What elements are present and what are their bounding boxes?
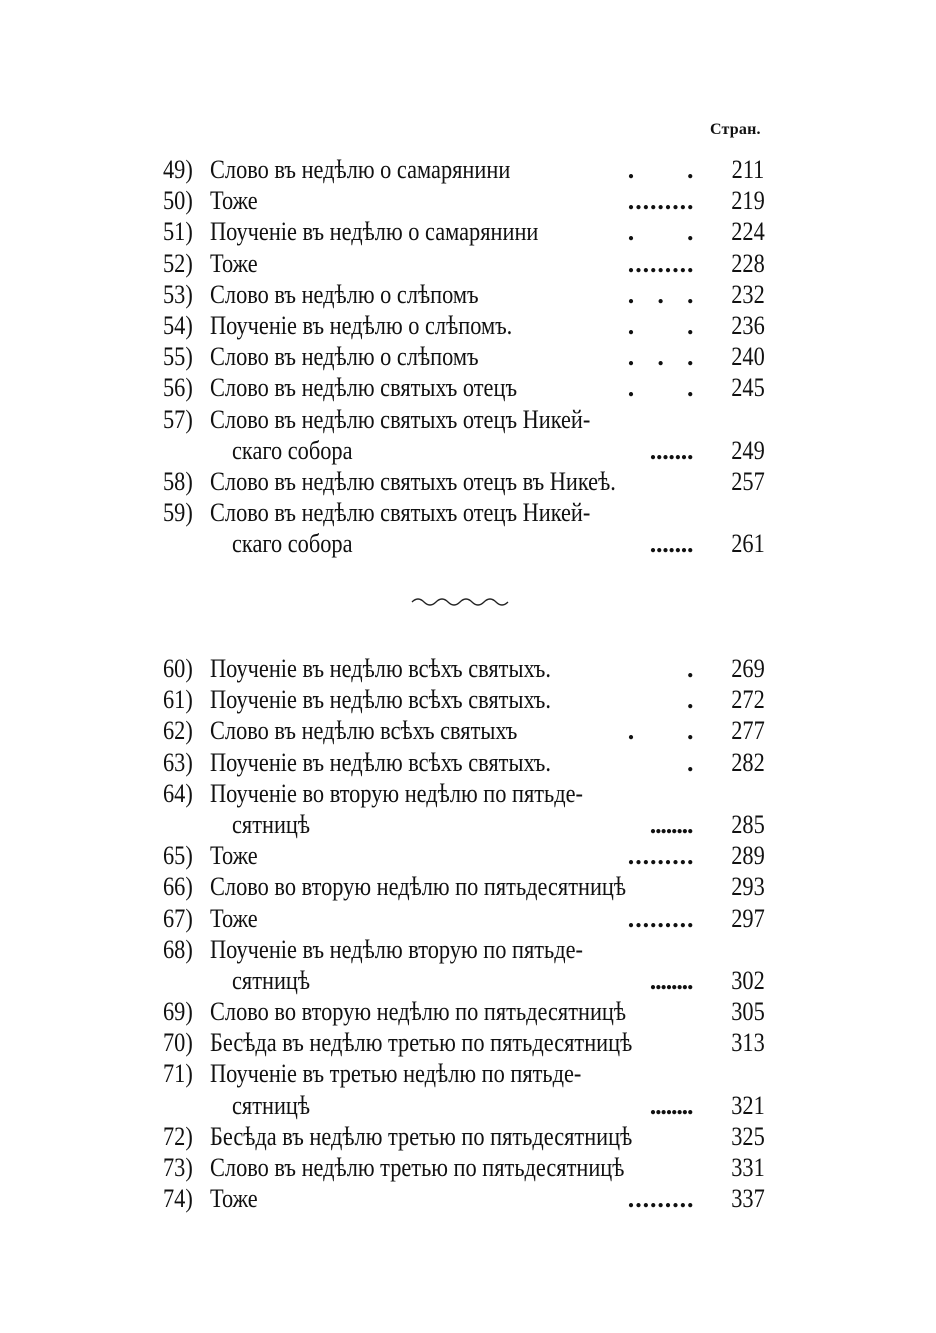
leader-dot: . (627, 373, 635, 403)
entry-number: 51) (163, 217, 193, 247)
entry-page-number: 257 (731, 466, 765, 496)
toc-entry (0, 341, 936, 372)
ornamental-divider (410, 592, 514, 612)
leader-dot: . (657, 342, 664, 372)
leader-dot: . (687, 654, 694, 683)
leader-dot: . (681, 965, 689, 995)
leader-dot: . (676, 965, 683, 995)
entry-number: 72) (163, 1121, 193, 1151)
entry-page-number: 272 (731, 685, 765, 715)
leader-dot: . (657, 1184, 664, 1214)
entry-title: Бесѣда въ недѣлю третью по пятьдесятницѣ (210, 1028, 633, 1058)
entry-title: Слово въ недѣлю святыхъ отецъ Никей- (210, 498, 591, 528)
leader-dot: . (674, 435, 682, 465)
leader-dot: . (660, 965, 667, 995)
leader-dot: . (679, 248, 687, 278)
toc-entry-continuation (0, 1090, 936, 1121)
leader-dot: . (649, 809, 657, 839)
entry-page-number: 261 (731, 529, 765, 559)
entry-page-number: 245 (731, 373, 765, 403)
entry-number: 71) (163, 1059, 193, 1089)
leader-dot: . (627, 248, 635, 278)
toc-entry (0, 1058, 936, 1089)
leader-dot: . (664, 1184, 672, 1214)
entry-title: Слово въ недѣлю третью по пятьдесятницѣ (210, 1153, 625, 1182)
toc-entry (0, 497, 936, 528)
leader-dot: . (627, 155, 635, 184)
entry-title: Тоже (210, 841, 258, 871)
leader-dot: . (664, 186, 672, 216)
leader-dot: . (680, 529, 688, 559)
leader-dot: . (687, 903, 694, 933)
entry-page-number: 289 (731, 841, 765, 871)
leader-dot: . (657, 903, 664, 933)
leader-dot: . (627, 342, 635, 372)
entry-title: Слово въ недѣлю святыхъ отецъ Никей- (210, 404, 591, 434)
leader-dot: . (679, 1184, 687, 1214)
leader-dot: . (635, 1184, 642, 1214)
entry-title: Тоже (210, 903, 258, 933)
leader-dot: . (649, 435, 657, 465)
entry-page-number: 331 (731, 1153, 765, 1182)
entry-number: 66) (163, 872, 193, 902)
leader-dot: . (668, 435, 675, 465)
entry-title: Слово въ недѣлю о слѣпомъ (210, 279, 479, 309)
entry-page-number: 236 (731, 310, 765, 340)
entry-number: 52) (163, 248, 193, 278)
entry-page-number: 313 (731, 1028, 765, 1058)
entry-title: Поученіе во вторую недѣлю по пятьде- (210, 778, 583, 808)
entry-page-number: 297 (731, 903, 765, 933)
entry-number: 59) (163, 498, 193, 528)
entry-page-number: 282 (731, 747, 765, 777)
leader-dot: . (656, 529, 663, 559)
entry-page-number: 337 (731, 1184, 765, 1214)
leader-dot: . (642, 903, 650, 933)
leader-dot: . (687, 685, 694, 715)
leader-dot: . (687, 529, 694, 559)
entry-title: скаго собора (232, 529, 353, 559)
entry-title: Тоже (210, 186, 258, 216)
leader-dot: . (687, 747, 694, 777)
entry-number: 68) (163, 934, 193, 964)
leader-dot: . (687, 186, 694, 216)
leader-dot: . (642, 248, 650, 278)
entry-number: 58) (163, 466, 193, 496)
leader-dot: . (650, 1184, 657, 1214)
toc-entry (0, 248, 936, 279)
leader-dot: . (687, 155, 694, 184)
entry-number: 50) (163, 186, 193, 216)
leader-dot: . (662, 529, 669, 559)
entry-page-number: 249 (731, 435, 765, 465)
toc-entry (0, 310, 936, 341)
leader-dot: . (671, 809, 678, 839)
leader-dot: . (650, 186, 657, 216)
entry-number: 63) (163, 747, 193, 777)
leader-dot: . (635, 248, 642, 278)
toc-entry (0, 154, 936, 185)
entry-page-number: 293 (731, 872, 765, 902)
leader-dot: . (650, 248, 657, 278)
leader-dot: . (687, 965, 694, 995)
leader-dot: . (672, 841, 679, 871)
leader-dot: . (660, 1090, 667, 1120)
leader-dot: . (665, 965, 673, 995)
leader-dot: . (687, 373, 694, 403)
leader-dot: . (687, 1184, 694, 1214)
leader-dot: . (672, 248, 679, 278)
entry-page-number: 224 (731, 217, 765, 247)
entry-page-number: 228 (731, 248, 765, 278)
leader-dot: . (664, 248, 672, 278)
leader-dot: . (681, 809, 689, 839)
leader-dot: . (679, 841, 687, 871)
entry-title: Поученіе въ третью недѣлю по пятьде- (210, 1059, 582, 1089)
leader-dot: . (642, 186, 650, 216)
leader-dot: . (656, 435, 663, 465)
entry-number: 56) (163, 373, 193, 403)
leader-dot: . (680, 435, 688, 465)
toc-entry (0, 684, 936, 715)
pages-column-header: Стран. (710, 121, 761, 138)
leader-dot: . (671, 1090, 678, 1120)
entry-page-number: 211 (731, 155, 765, 184)
toc-entry (0, 934, 936, 965)
toc-entry (0, 216, 936, 247)
leader-dot: . (635, 841, 642, 871)
entry-number: 61) (163, 685, 193, 715)
toc-entry (0, 279, 936, 310)
leader-dot: . (676, 1090, 683, 1120)
entry-number: 62) (163, 716, 193, 746)
toc-entry-continuation (0, 809, 936, 840)
leader-dot: . (627, 841, 635, 871)
entry-title: Поученіе въ недѣлю всѣхъ святыхъ. (210, 654, 551, 683)
toc-entry-continuation (0, 965, 936, 996)
entry-page-number: 321 (731, 1090, 765, 1120)
leader-dot: . (627, 279, 635, 309)
leader-dot: . (635, 186, 642, 216)
leader-dot: . (687, 248, 694, 278)
entry-title: Поученіе въ недѣлю всѣхъ святыхъ. (210, 685, 551, 715)
leader-dot: . (627, 217, 635, 247)
entry-page-number: 219 (731, 186, 765, 216)
leader-dot: . (679, 903, 687, 933)
leader-dot: . (687, 435, 694, 465)
leader-dot: . (681, 1090, 689, 1120)
toc-entry-continuation (0, 435, 936, 466)
leader-dot: . (687, 841, 694, 871)
leader-dot: . (655, 965, 662, 995)
leader-dot: . (664, 841, 672, 871)
leader-dot: . (687, 809, 694, 839)
entry-title: сятницѣ (232, 809, 311, 839)
entry-page-number: 302 (731, 965, 765, 995)
leader-dot: . (662, 435, 669, 465)
toc-entry (0, 1027, 936, 1058)
entry-page-number: 285 (731, 809, 765, 839)
leader-dot: . (627, 1184, 635, 1214)
entry-number: 74) (163, 1184, 193, 1214)
entry-title: Слово во вторую недѣлю по пятьдесятницѣ (210, 872, 627, 902)
entry-title: Поученіе въ недѣлю всѣхъ святыхъ. (210, 747, 551, 777)
entry-page-number: 269 (731, 654, 765, 683)
leader-dot: . (672, 1184, 679, 1214)
leader-dot: . (627, 903, 635, 933)
leader-dot: . (679, 186, 687, 216)
toc-entry (0, 840, 936, 871)
toc-entry (0, 466, 936, 497)
entry-number: 53) (163, 279, 193, 309)
leader-dot: . (687, 279, 694, 309)
toc-entry (0, 653, 936, 684)
entry-page-number: 325 (731, 1121, 765, 1151)
leader-dot: . (657, 186, 664, 216)
toc-entry (0, 903, 936, 934)
entry-title: Слово въ недѣлю о слѣпомъ (210, 342, 479, 372)
entry-title: сятницѣ (232, 965, 311, 995)
leader-dot: . (649, 1090, 657, 1120)
entry-number: 55) (163, 342, 193, 372)
leader-dot: . (687, 342, 694, 372)
entry-title: Тоже (210, 248, 258, 278)
entry-page-number: 305 (731, 997, 765, 1027)
entry-number: 65) (163, 841, 193, 871)
entry-title: Слово во вторую недѣлю по пятьдесятницѣ (210, 997, 627, 1027)
toc-entry (0, 1183, 936, 1214)
entry-number: 60) (163, 654, 193, 683)
entry-number: 49) (163, 155, 193, 184)
entry-number: 69) (163, 997, 193, 1027)
leader-dot: . (650, 903, 657, 933)
entry-title: Тоже (210, 1184, 258, 1214)
entry-title: Бесѣда въ недѣлю третью по пятьдесятницѣ (210, 1121, 633, 1151)
toc-entry (0, 185, 936, 216)
toc-entry (0, 996, 936, 1027)
leader-dot: . (649, 529, 657, 559)
entry-title: скаго собора (232, 435, 353, 465)
leader-dot: . (660, 809, 667, 839)
toc-entry (0, 778, 936, 809)
leader-dot: . (642, 1184, 650, 1214)
entry-number: 67) (163, 903, 193, 933)
leader-dot: . (657, 248, 664, 278)
leader-dot: . (665, 809, 673, 839)
entry-title: Поученіе въ недѣлю о слѣпомъ. (210, 310, 513, 340)
toc-entry (0, 372, 936, 403)
entry-number: 64) (163, 778, 193, 808)
entry-title: Слово въ недѣлю о самарянини (210, 155, 511, 184)
leader-dot: . (642, 841, 650, 871)
entry-page-number: 232 (731, 279, 765, 309)
leader-dot: . (668, 529, 675, 559)
toc-section-first (0, 154, 936, 559)
toc-entry (0, 1152, 936, 1183)
entry-title: Поученіе въ недѣлю о самарянини (210, 217, 539, 247)
leader-dot: . (627, 716, 635, 746)
entry-number: 57) (163, 404, 193, 434)
leader-dot: . (657, 841, 664, 871)
toc-entry (0, 871, 936, 902)
entry-title: Слово въ недѣлю всѣхъ святыхъ (210, 716, 518, 746)
leader-dot: . (665, 1090, 673, 1120)
leader-dot: . (672, 903, 679, 933)
leader-dot: . (627, 186, 635, 216)
entry-title: сятницѣ (232, 1090, 311, 1120)
leader-dot: . (657, 279, 664, 309)
toc-entry (0, 1121, 936, 1152)
entry-number: 73) (163, 1153, 193, 1182)
leader-dot: . (650, 841, 657, 871)
leader-dot: . (655, 1090, 662, 1120)
entry-title: Слово въ недѣлю святыхъ отецъ (210, 373, 518, 403)
leader-dot: . (664, 903, 672, 933)
leader-dot: . (672, 186, 679, 216)
leader-dot: . (676, 809, 683, 839)
leader-dot: . (674, 529, 682, 559)
entry-number: 54) (163, 310, 193, 340)
leader-dot: . (687, 716, 694, 746)
toc-entry (0, 747, 936, 778)
entry-page-number: 240 (731, 342, 765, 372)
entry-number: 70) (163, 1028, 193, 1058)
toc-section-second (0, 653, 936, 1214)
leader-dot: . (687, 1090, 694, 1120)
entry-title: Слово въ недѣлю святыхъ отецъ въ Никеѣ. (210, 466, 616, 496)
toc-entry (0, 404, 936, 435)
leader-dot: . (649, 965, 657, 995)
entry-page-number: 277 (731, 716, 765, 746)
entry-title: Поученіе въ недѣлю вторую по пятьде- (210, 934, 583, 964)
toc-entry (0, 715, 936, 746)
leader-dot: . (655, 809, 662, 839)
leader-dot: . (687, 310, 694, 340)
leader-dot: . (627, 310, 635, 340)
toc-entry-continuation (0, 528, 936, 559)
leader-dot: . (671, 965, 678, 995)
leader-dot: . (635, 903, 642, 933)
leader-dot: . (687, 217, 694, 247)
